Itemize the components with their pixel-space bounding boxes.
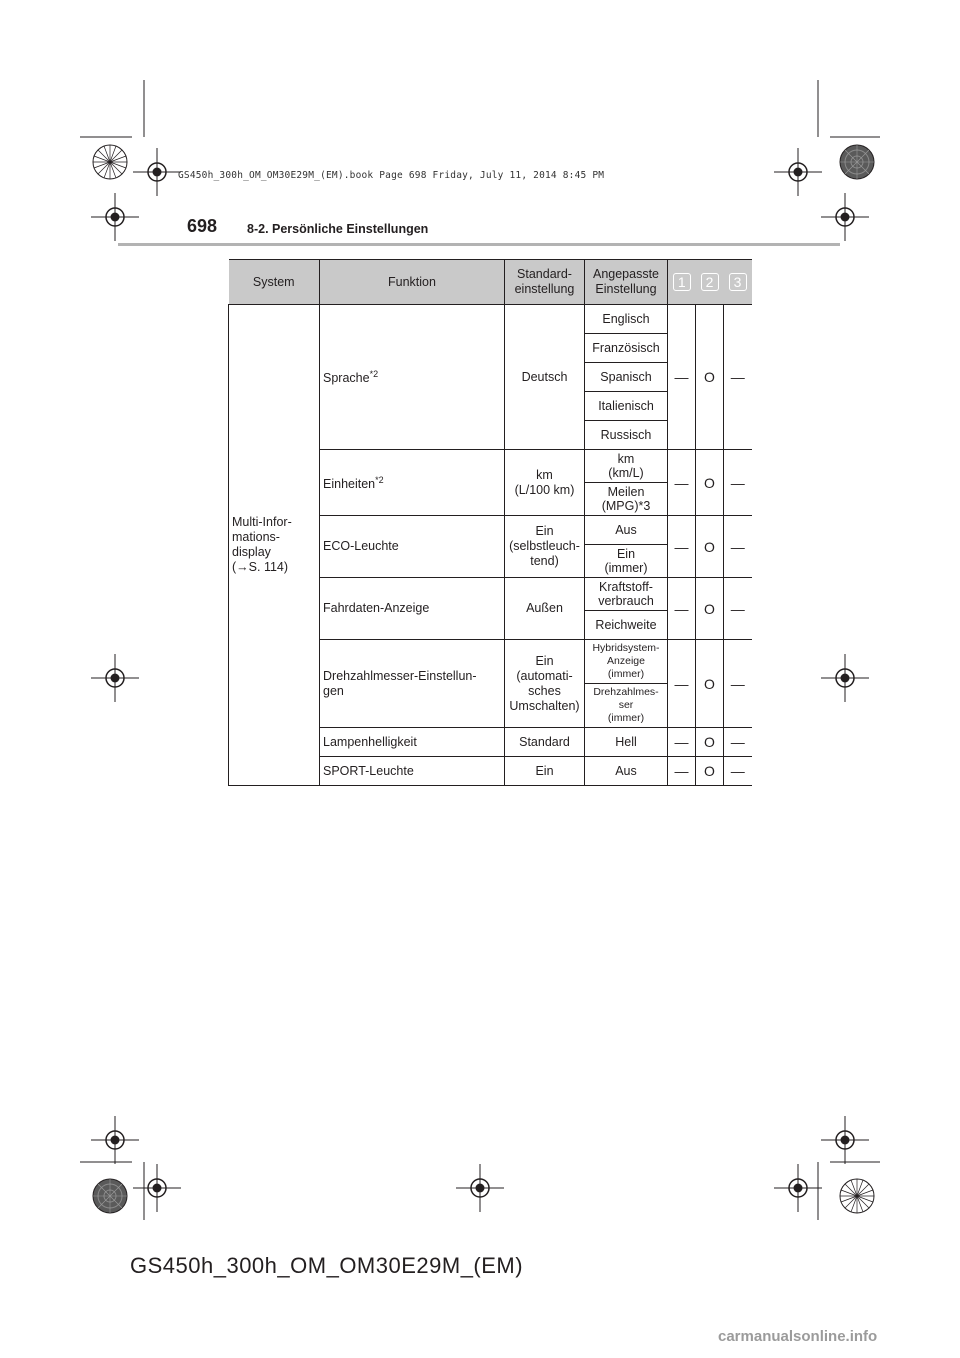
availability-mark-1: — [668,757,696,786]
function-label: Lampenhelligkeit [323,734,417,749]
availability-mark-1: — [668,516,696,578]
availability-mark-3: — [724,305,752,450]
custom-option-cell: Russisch [585,421,668,450]
number-3-symbol: 3 [729,273,747,291]
header-rule [118,243,840,246]
number-1-symbol: 1 [673,273,691,291]
function-label: Fahrdaten-Anzeige [323,601,430,615]
function-cell [320,516,505,578]
availability-mark-1: — [668,450,696,516]
standard-setting-cell: Ein (selbstleuch- tend) [505,516,585,578]
availability-mark-1: — [668,640,696,728]
availability-mark-2: O [696,640,724,728]
standard-setting-cell: Ein (automati- sches Umschalten) [505,640,585,728]
standard-setting-cell: Außen [505,578,585,640]
section-title: 8-2. Persönliche Einstellungen [247,222,429,236]
standard-setting-cell: Standard [505,728,585,757]
custom-option-cell: Hybridsystem- Anzeige (immer) [585,640,668,684]
page-number: 698 [187,216,218,236]
availability-mark-1: — [668,728,696,757]
custom-option-cell: km (km/L) [585,450,668,483]
footnote-marker: *2 [375,474,384,485]
availability-mark-2: O [696,450,724,516]
custom-option-cell: Reichweite [585,611,668,640]
function-label: Einheiten [323,477,376,492]
function-cell [320,578,505,640]
system-cell: Multi-Infor- mations- display (→S. 114) [229,305,320,786]
function-label: Drehzahlmesser-Einstellun- gen [323,668,477,698]
header-col-2 [696,260,724,305]
function-cell [320,757,505,786]
header-col-1 [668,260,696,305]
standard-setting-cell: Ein [505,757,585,786]
standard-setting-cell: km (L/100 km) [505,450,585,516]
header-standard: Standard- einstellung [505,260,585,305]
availability-mark-3: — [724,516,752,578]
function-label: SPORT-Leuchte [323,763,414,778]
header-system: System [229,260,320,305]
footer-document-code: GS450h_300h_OM_OM30E29M_(EM) [130,1253,524,1278]
availability-mark-3: — [724,728,752,757]
watermark: carmanualsonline.info [718,1328,878,1345]
custom-option-cell: Ein (immer) [585,545,668,578]
header-function: Funktion [320,260,505,305]
custom-option-cell: Meilen (MPG)*3 [585,483,668,516]
availability-mark-2: O [696,305,724,450]
availability-mark-3: — [724,640,752,728]
custom-option-cell: Spanisch [585,363,668,392]
function-cell [320,640,505,728]
standard-setting-cell: Deutsch [505,305,585,450]
custom-option-cell: Aus [585,516,668,545]
availability-mark-1: — [668,578,696,640]
custom-option-cell: Aus [585,757,668,786]
availability-mark-2: O [696,578,724,640]
table-header-row [229,260,752,305]
print-header: GS450h_300h_OM_OM30E29M_(EM).book Page 698 Friday, July 11, 2014 8:45 PM [178,170,605,181]
custom-option-cell: Kraftstoff- verbrauch [585,578,668,611]
custom-option-cell: Italienisch [585,392,668,421]
header-col-3 [724,260,752,305]
number-2-symbol: 2 [701,273,719,291]
header-custom: Angepasste Einstellung [585,260,668,305]
availability-mark-3: — [724,757,752,786]
settings-table [228,259,752,786]
availability-mark-2: O [696,516,724,578]
availability-mark-2: O [696,757,724,786]
availability-mark-3: — [724,450,752,516]
custom-option-cell: Französisch [585,334,668,363]
function-label: ECO-Leuchte [323,539,399,553]
availability-mark-3: — [724,578,752,640]
availability-mark-2: O [696,728,724,757]
custom-option-cell: Hell [585,728,668,757]
table-row [229,305,752,334]
function-cell [320,305,505,450]
function-cell [320,450,505,516]
custom-option-cell: Drehzahlmes- ser (immer) [585,684,668,728]
availability-mark-1: — [668,305,696,450]
function-label: Sprache [323,371,370,386]
custom-option-cell: Englisch [585,305,668,334]
function-cell [320,728,505,757]
footnote-marker: *2 [369,369,379,380]
